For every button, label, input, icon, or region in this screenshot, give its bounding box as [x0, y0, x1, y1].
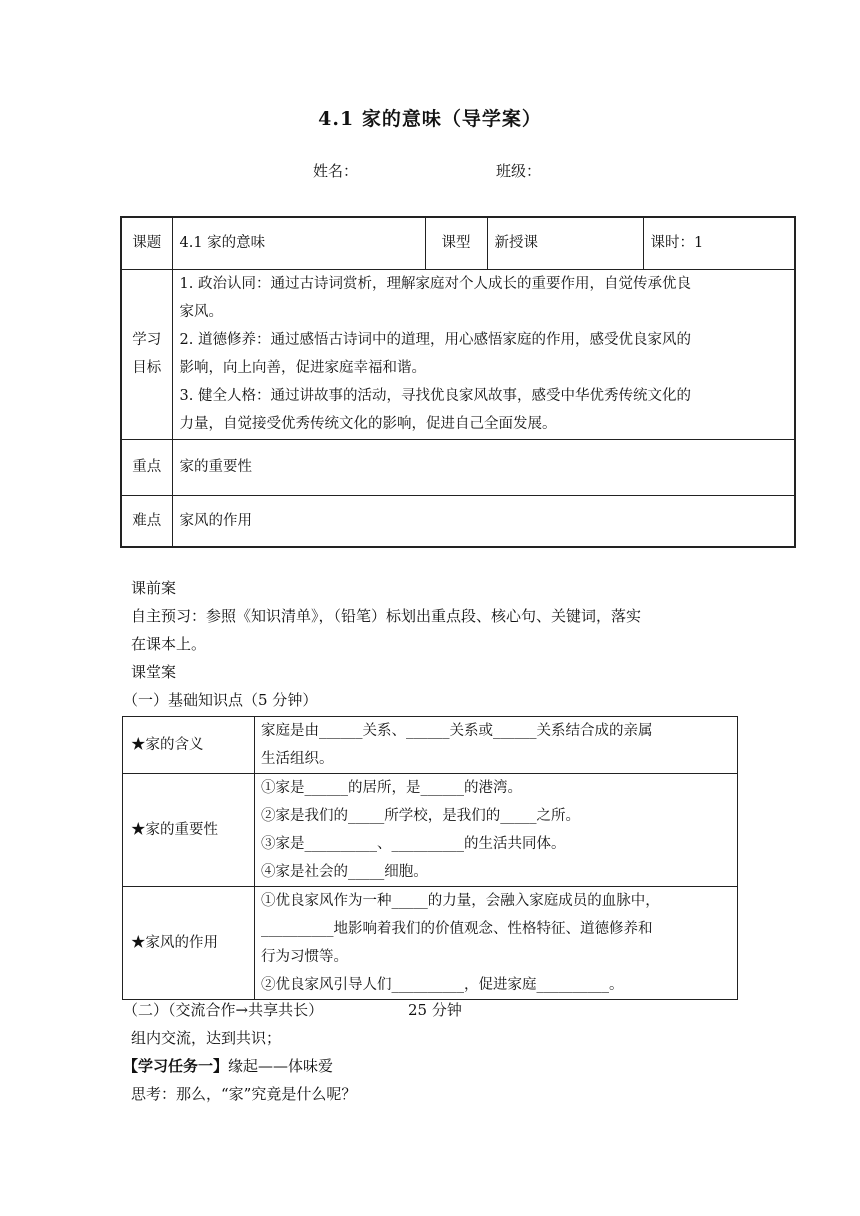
- fill-blank-line: 行为习惯等。: [261, 949, 348, 965]
- type-value: 新授课: [487, 217, 643, 269]
- page-title: 4.1 家的意味（导学案）: [318, 108, 542, 130]
- difficulty-value: 家风的作用: [172, 495, 795, 547]
- fill-blank-line: __________地影响着我们的价值观念、性格特征、道德修养和: [261, 921, 653, 937]
- fill-blank-line: 家庭是由______关系、______关系或______关系结合成的亲属: [261, 723, 653, 739]
- knowledge-key: ★家的重要性: [123, 774, 255, 887]
- goal-line: 力量，自觉接受优秀传统文化的影响，促进自己全面发展。: [179, 416, 557, 432]
- lesson-info-table: [120, 216, 796, 548]
- section-exchange-time: 25 分钟: [408, 1001, 462, 1019]
- goal-line: 3. 健全人格：通过讲故事的活动，寻找优良家风故事，感受中华优秀传统文化的: [179, 388, 691, 404]
- goal-line: 2. 道德修养：通过感悟古诗词中的道理，用心感悟家庭的作用，感受优良家风的: [179, 332, 691, 348]
- task-label: 【学习任务一】: [123, 1057, 229, 1075]
- knowledge-key: ★家的含义: [123, 717, 255, 774]
- goals-label-line: 目标: [132, 360, 162, 376]
- preview-instruction: 自主预习：参照《知识清单》，（铅笔）标划出重点段、核心句、关键词，落实: [131, 607, 642, 625]
- knowledge-content: [255, 774, 738, 887]
- name-label: 姓名：: [313, 162, 359, 180]
- class-label: 班级：: [496, 162, 542, 180]
- fill-blank-line: 生活组织。: [261, 751, 334, 767]
- think-question: 思考：那么，“家”究竟是什么呢？: [131, 1085, 357, 1103]
- pre-class-heading: 课前案: [131, 579, 177, 597]
- type-label: 课型: [425, 217, 487, 269]
- goals-label: [121, 269, 172, 439]
- hours-value: 课时：1: [643, 217, 795, 269]
- knowledge-key: ★家风的作用: [123, 887, 255, 1000]
- goal-line: 家风。: [179, 304, 223, 320]
- section-exchange: （二）（交流合作→共享共长）: [123, 1001, 324, 1019]
- task-title: 缘起——体味爱: [228, 1057, 334, 1075]
- key-point-value: 家的重要性: [172, 439, 795, 495]
- difficulty-label: 难点: [121, 495, 172, 547]
- section-basic-knowledge: （一）基础知识点（5 分钟）: [123, 691, 318, 709]
- goals-content: [172, 269, 795, 439]
- goals-label-line: 学习: [132, 332, 162, 348]
- goal-line: 1. 政治认同：通过古诗词赏析，理解家庭对个人成长的重要作用，自觉传承优良: [179, 276, 691, 292]
- preview-instruction-cont: 在课本上。: [131, 635, 207, 653]
- fill-blank-line: ①优良家风作为一种_____的力量，会融入家庭成员的血脉中，: [261, 893, 660, 909]
- fill-blank-line: ①家是______的居所，是______的港湾。: [261, 780, 522, 796]
- learning-task-one: [123, 1052, 333, 1080]
- in-class-heading: 课堂案: [131, 663, 177, 681]
- knowledge-table: [122, 716, 738, 1000]
- topic-value: 4.1 家的意味: [172, 217, 425, 269]
- topic-label: 课题: [121, 217, 172, 269]
- fill-blank-line: ④家是社会的_____细胞。: [261, 864, 428, 880]
- fill-blank-line: ③家是__________、__________的生活共同体。: [261, 836, 566, 852]
- key-point-label: 重点: [121, 439, 172, 495]
- fill-blank-line: ②优良家风引导人们__________，促进家庭__________。: [261, 977, 624, 993]
- fill-blank-line: ②家是我们的_____所学校，是我们的_____之所。: [261, 808, 580, 824]
- consensus-line: 组内交流，达到共识；: [131, 1029, 282, 1047]
- knowledge-content: [255, 887, 738, 1000]
- goal-line: 影响，向上向善，促进家庭幸福和谐。: [179, 360, 426, 376]
- knowledge-content: [255, 717, 738, 774]
